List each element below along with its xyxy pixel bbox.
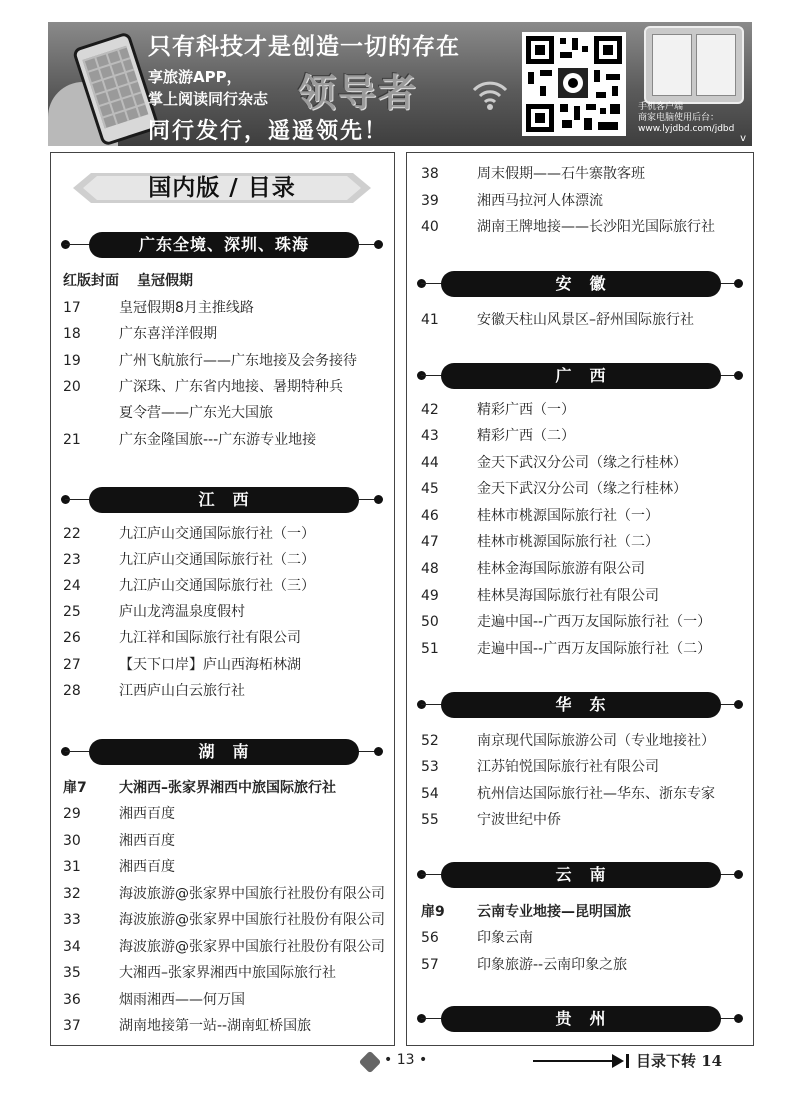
section-title: 云 南: [441, 862, 721, 888]
wifi-icon: [470, 74, 510, 114]
next-page-link[interactable]: 目录下转 14: [636, 1052, 723, 1070]
section-title: 湖 南: [89, 739, 359, 765]
page-footer: [0, 1050, 800, 1080]
backend-url[interactable]: www.lyjdbd.com/jdbd: [638, 124, 735, 134]
section-title: 广 西: [441, 363, 721, 389]
banner-corner-mark: v: [740, 133, 746, 144]
top-banner-ad[interactable]: [48, 22, 752, 146]
page-logo-icon: [359, 1051, 382, 1074]
section-header-hunan: [61, 739, 383, 765]
section-header-huadong: [417, 692, 743, 718]
client-label: 手机客户端: [638, 102, 684, 112]
toc-right-column: 38 周末假期——石牛寨散客班 39 湘西马拉河人体漂流 40 湖南王牌地接——长沙阳光国际旅行社 安 徽 41 安徽天柱山风景区–舒州国际旅行社 广 西 42 精彩广西（一） 43 精彩广西（二） 44 金天下武汉分公司（缘之行桂林） 45 金天下武汉分公司（缘之行桂林） 46 桂林市桃源国际旅行社（一） 47 桂林市桃源国际旅行社（二） 48 桂林金海国际旅游有限公司 49 桂林昊海国际旅行社有限公司 50 走遍中国--广西万友国际旅行社（一） 51 走遍中国--广西万友国际旅行社（二） 华 东 52 南京现代国际旅游公司（专业地接社） 53 江苏铂悦国际旅行社有限公司 54 杭州信达国际旅行社—华东、浙东专家 55 宁波世纪中侨 云 南 扉9 云南专业地接—昆明国旅 56 印象云南 57 印象旅游--云南印象之旅 贵 州: [406, 152, 754, 1046]
toc-title-banner: [73, 169, 371, 207]
banner-app-line1: 享旅游APP，: [148, 68, 242, 86]
toc-left-column: 国内版 / 目录 广东全境、深圳、珠海 红版封面 皇冠假期 17 皇冠假期8月主推线路 18 广东喜洋洋假期 19 广州飞航旅行——广东地接及会务接待 20 广深珠、广东省内地接、暑期特种兵 夏令营——广东光大国旅 21 广东金隆国旅---广东游专业地接 江 西 22 九江庐山交通国际旅行社（一） 23 九江庐山交通国际旅行社（二） 24 九江庐山交通国际旅行社（三） 25 庐山龙湾温泉度假村 26 九江祥和国际旅行社有限公司 27 【天下口岸】庐山西海柘林湖 28 江西庐山白云旅行社 湖 南 扉7 大湘西–张家界湘西中旅国际旅行社 29 湘西百度 30 湘西百度 31 湘西百度 32 海波旅游@张家界中国旅行社股份有限公司 33 海波旅游@张家界中国旅行社股份有限公司 34 海波旅游@张家界中国旅行社股份有限公司 35 大湘西–张家界湘西中旅国际旅行社 36 烟雨湘西——何万国 37 湖南地接第一站--湖南虹桥国旅: [50, 152, 395, 1046]
arrow-bar-icon: [626, 1054, 629, 1068]
section-title: 广东全境、深圳、珠海: [89, 232, 359, 258]
qr-code[interactable]: [522, 32, 626, 136]
arrow-right-icon: [533, 1060, 615, 1062]
section-header-guangdong: [61, 232, 383, 258]
banner-app-line2: 掌上阅读同行杂志: [148, 90, 269, 108]
section-header-anhui: [417, 271, 743, 297]
section-title: 华 东: [441, 692, 721, 718]
arrow-head-icon: [612, 1054, 624, 1068]
page-number: • 13 •: [384, 1052, 428, 1068]
section-title: 安 徽: [441, 271, 721, 297]
section-header-guizhou: [417, 1006, 743, 1032]
banner-headline: 只有科技才是创造一切的存在: [148, 34, 460, 60]
banner-leader: 领导者: [298, 71, 419, 115]
section-header-guangxi: [417, 363, 743, 389]
banner-slogan: 同行发行，遥遥领先！: [148, 119, 389, 144]
backend-label: 商家电脑使用后台：: [638, 113, 720, 123]
toc-title: 国内版 / 目录: [148, 175, 296, 201]
section-title: 贵 州: [441, 1006, 721, 1032]
section-header-yunnan: [417, 862, 743, 888]
app-screenshot: [644, 26, 744, 104]
section-title: 江 西: [89, 487, 359, 513]
section-header-jiangxi: [61, 487, 383, 513]
